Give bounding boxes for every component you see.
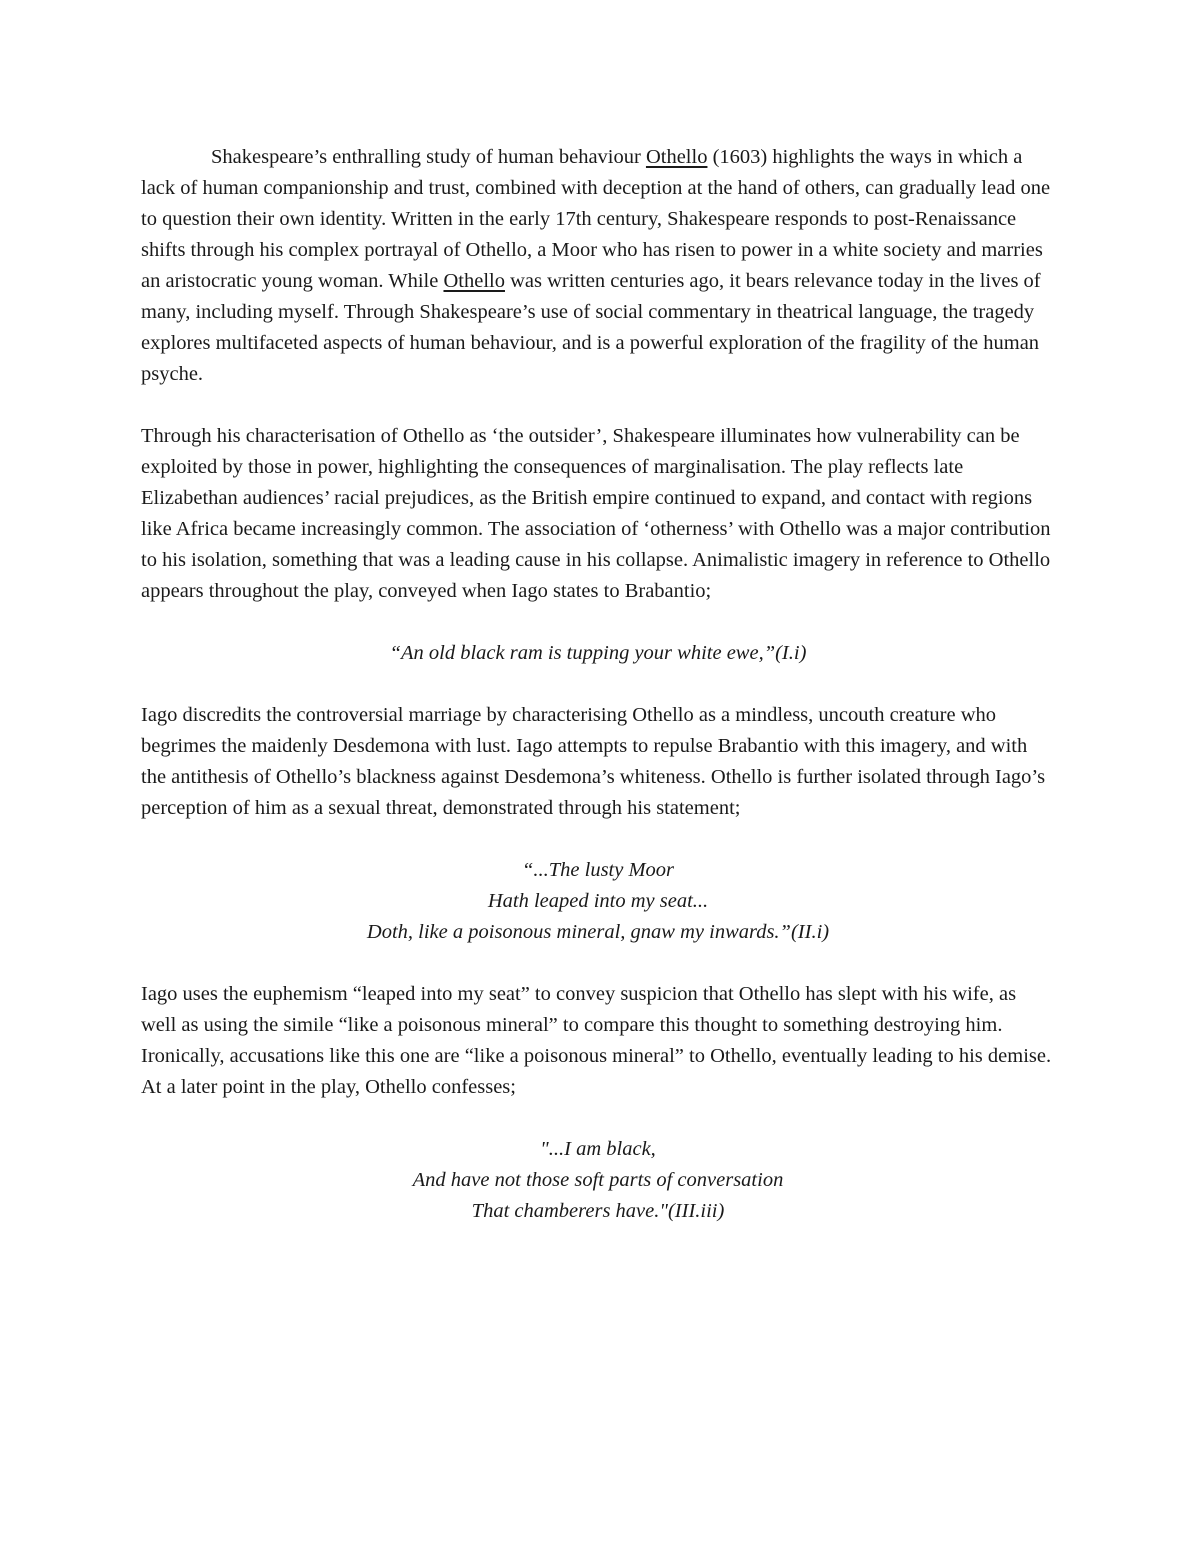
play-title-othello-2: Othello	[443, 270, 505, 292]
quote-line: Doth, like a poisonous mineral, gnaw my inwards.”(II.i)	[366, 921, 830, 943]
body-paragraph-outsider: Through his characterisation of Othello as ‘the outsider’, Shakespeare illuminates how vulnerability can be exploited by those in power, highlighting the consequences of marginalisation. The play reflects late Elizabethan audiences’ racial prejudices, as the British empire continued to expand, and contact with regions like Africa became increasingly common. The association of ‘otherness’ with Othello was a major contribution to his isolation, something that was a leading cause in his collapse. Animalistic imagery in reference to Othello appears throughout the play, conveyed when Iago states to Brabantio;	[141, 425, 1051, 602]
quote-line: Hath leaped into my seat...	[487, 890, 709, 912]
intro-text-3: was written centuries ago, it bears relevance today in the lives of many, including myself. Through Shakespeare’s use of social commentary in theatrical language, the tragedy explores multifaceted aspects of human behaviour, and is a powerful exploration of the fragility of the human psyche.	[141, 270, 1041, 385]
quote-line: "...I am black,	[540, 1138, 656, 1160]
quote-line: “An old black ram is tupping your white ewe,”(I.i)	[389, 642, 807, 664]
play-title-othello: Othello	[645, 146, 708, 168]
intro-text-1: Shakespeare’s enthralling study of human behaviour	[211, 146, 646, 168]
quote-i-am-black	[141, 1134, 1055, 1227]
quote-lusty-moor	[141, 855, 1055, 948]
intro-paragraph	[141, 142, 1055, 390]
quote-line: That chamberers have."(III.iii)	[471, 1200, 725, 1222]
body-paragraph-euphemism: Iago uses the euphemism “leaped into my seat” to convey suspicion that Othello has slept with his wife, as well as using the simile “like a poisonous mineral” to compare this thought to something destroying him. Ironically, accusations like this one are “like a poisonous mineral” to Othello, eventually leading to his demise. At a later point in the play, Othello confesses;	[141, 983, 1052, 1098]
essay-body	[141, 142, 1055, 1258]
intro-text-2: (1603) highlights the ways in which a lack of human companionship and trust, combined with deception at the hand of others, can gradually lead one to question their own identity. Written in the early 17th century, Shakespeare responds to post-Renaissance shifts through his complex portrayal of Othello, a Moor who has risen to power in a white society and marries an aristocratic young woman. While	[141, 146, 1051, 292]
quote-line: “...The lusty Moor	[521, 859, 675, 881]
quote-old-black-ram	[141, 638, 1055, 669]
body-paragraph-iago-discredits: Iago discredits the controversial marriage by characterising Othello as a mindless, uncouth creature who begrimes the maidenly Desdemona with lust. Iago attempts to repulse Brabantio with this imagery, and with the antithesis of Othello’s blackness against Desdemona’s whiteness. Othello is further isolated through Iago’s perception of him as a sexual threat, demonstrated through his statement;	[141, 704, 1046, 819]
quote-line: And have not those soft parts of conversation	[412, 1169, 784, 1191]
